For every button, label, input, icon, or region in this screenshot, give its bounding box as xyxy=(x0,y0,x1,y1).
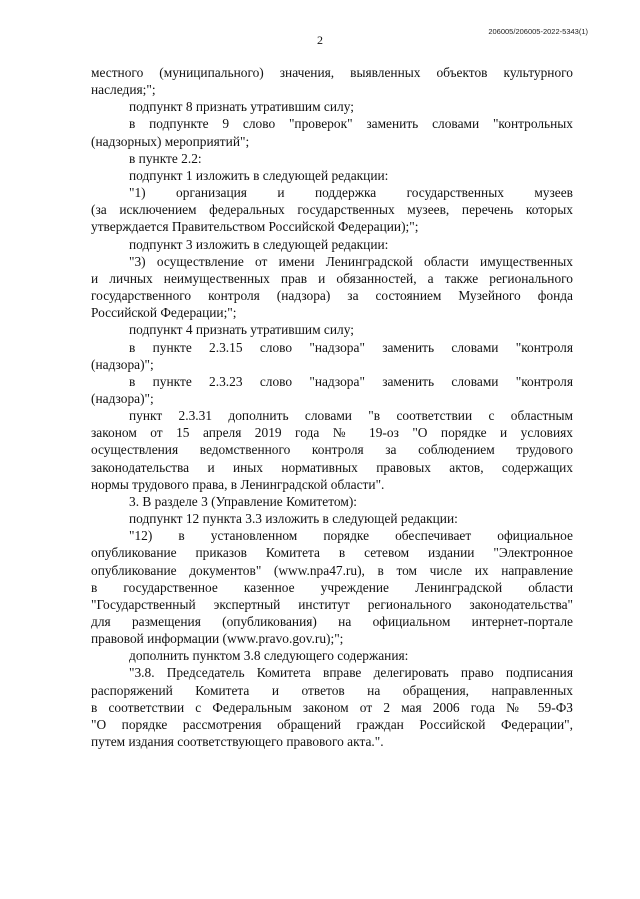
text-line: подпункт 1 изложить в следующей редакции: xyxy=(129,167,389,183)
paragraph xyxy=(91,64,573,98)
text-line: дополнить пунктом 3.8 следующего содержания: xyxy=(129,648,409,664)
text-line: пункт 2.3.31 дополнить словами "в соответствии с областным xyxy=(129,408,573,424)
paragraph xyxy=(91,184,573,235)
text-line: нормы трудового права, в Ленинградской области". xyxy=(91,476,385,492)
paragraph xyxy=(91,321,573,338)
text-line: для размещения (опубликования) на официальном интернет-портале xyxy=(91,614,573,629)
text-line: утверждается Правительством Российской Федерации);"; xyxy=(91,219,419,235)
text-line: в пункте 2.3.15 слово "надзора" заменить словами "контроля xyxy=(129,339,573,355)
text-line: "3) осуществление от имени Ленинградской области имущественных xyxy=(129,253,573,269)
text-line: "3.8. Председатель Комитета вправе делегировать право подписания xyxy=(129,665,573,681)
text-line: (надзорных) мероприятий"; xyxy=(91,133,250,149)
text-line: "Государственный экспертный институт регионального законодательства" xyxy=(91,596,573,612)
text-line: в государственное казенное учреждение Ленинградской области xyxy=(91,579,573,595)
text-line: подпункт 3 изложить в следующей редакции: xyxy=(129,236,389,252)
text-line: (надзора)"; xyxy=(91,356,154,372)
paragraph xyxy=(91,510,573,527)
text-line: законодательства и иных нормативных правовых актов, содержащих xyxy=(91,459,573,475)
text-line: в соответствии с Федеральным законом от 2 мая 2006 года № 59-ФЗ xyxy=(91,699,573,715)
text-line: 3. В разделе 3 (Управление Комитетом): xyxy=(129,493,357,509)
paragraph xyxy=(91,236,573,253)
paragraph xyxy=(91,167,573,184)
text-line: в подпункте 9 слово "проверок" заменить словами "контрольных xyxy=(129,116,573,132)
paragraph xyxy=(91,647,573,664)
text-line: государственного контроля (надзора) за состоянием Музейного фонда xyxy=(91,288,573,304)
text-line: "О порядке рассмотрения обращений граждан Российской Федерации", xyxy=(91,716,573,732)
paragraph xyxy=(91,98,573,115)
page-number: 2 xyxy=(317,33,323,47)
text-line: опубликование документов" (www.npa47.ru), в том числе их направление xyxy=(91,562,573,578)
text-line: (за исключением федеральных государственных музеев, перечень которых xyxy=(91,202,573,218)
text-line: (надзора)"; xyxy=(91,390,154,406)
document-id: 206005/206005-2022-5343(1) xyxy=(488,27,588,36)
text-line: правовой информации (www.pravo.gov.ru);"; xyxy=(91,631,344,647)
paragraph xyxy=(91,115,573,149)
paragraph xyxy=(91,253,573,322)
text-line: законом от 15 апреля 2019 года № 19-оз "О порядке и условиях xyxy=(91,425,573,441)
text-line: опубликование приказов Комитета в сетевом издании "Электронное xyxy=(91,545,573,561)
text-line: в пункте 2.2: xyxy=(129,150,202,166)
text-line: подпункт 4 признать утратившим силу; xyxy=(129,322,354,338)
paragraph xyxy=(91,407,573,493)
paragraph xyxy=(91,150,573,167)
text-line: "12) в установленном порядке обеспечивает официальное xyxy=(129,528,573,544)
text-line: "1) организация и поддержка государственных музеев xyxy=(129,185,573,201)
text-line: осуществления ведомственного контроля за соблюдением трудового xyxy=(91,442,573,458)
text-line: путем издания соответствующего правового акта.". xyxy=(91,734,384,750)
text-line: подпункт 8 признать утратившим силу; xyxy=(129,99,354,115)
paragraph xyxy=(91,493,573,510)
paragraph xyxy=(91,339,573,373)
document-body xyxy=(91,64,573,750)
paragraph xyxy=(91,664,573,750)
text-line: в пункте 2.3.23 слово "надзора" заменить словами "контроля xyxy=(129,373,573,389)
text-line: распоряжений Комитета и ответов на обращения, направленных xyxy=(91,682,573,698)
paragraph xyxy=(91,527,573,647)
text-line: и личных неимущественных прав и обязанностей, а также регионального xyxy=(91,270,573,286)
text-line: Российской Федерации;"; xyxy=(91,305,237,321)
text-line: местного (муниципального) значения, выявленных объектов культурного xyxy=(91,65,573,80)
text-line: подпункт 12 пункта 3.3 изложить в следующей редакции: xyxy=(129,511,458,527)
text-line: наследия;"; xyxy=(91,82,156,98)
paragraph xyxy=(91,373,573,407)
